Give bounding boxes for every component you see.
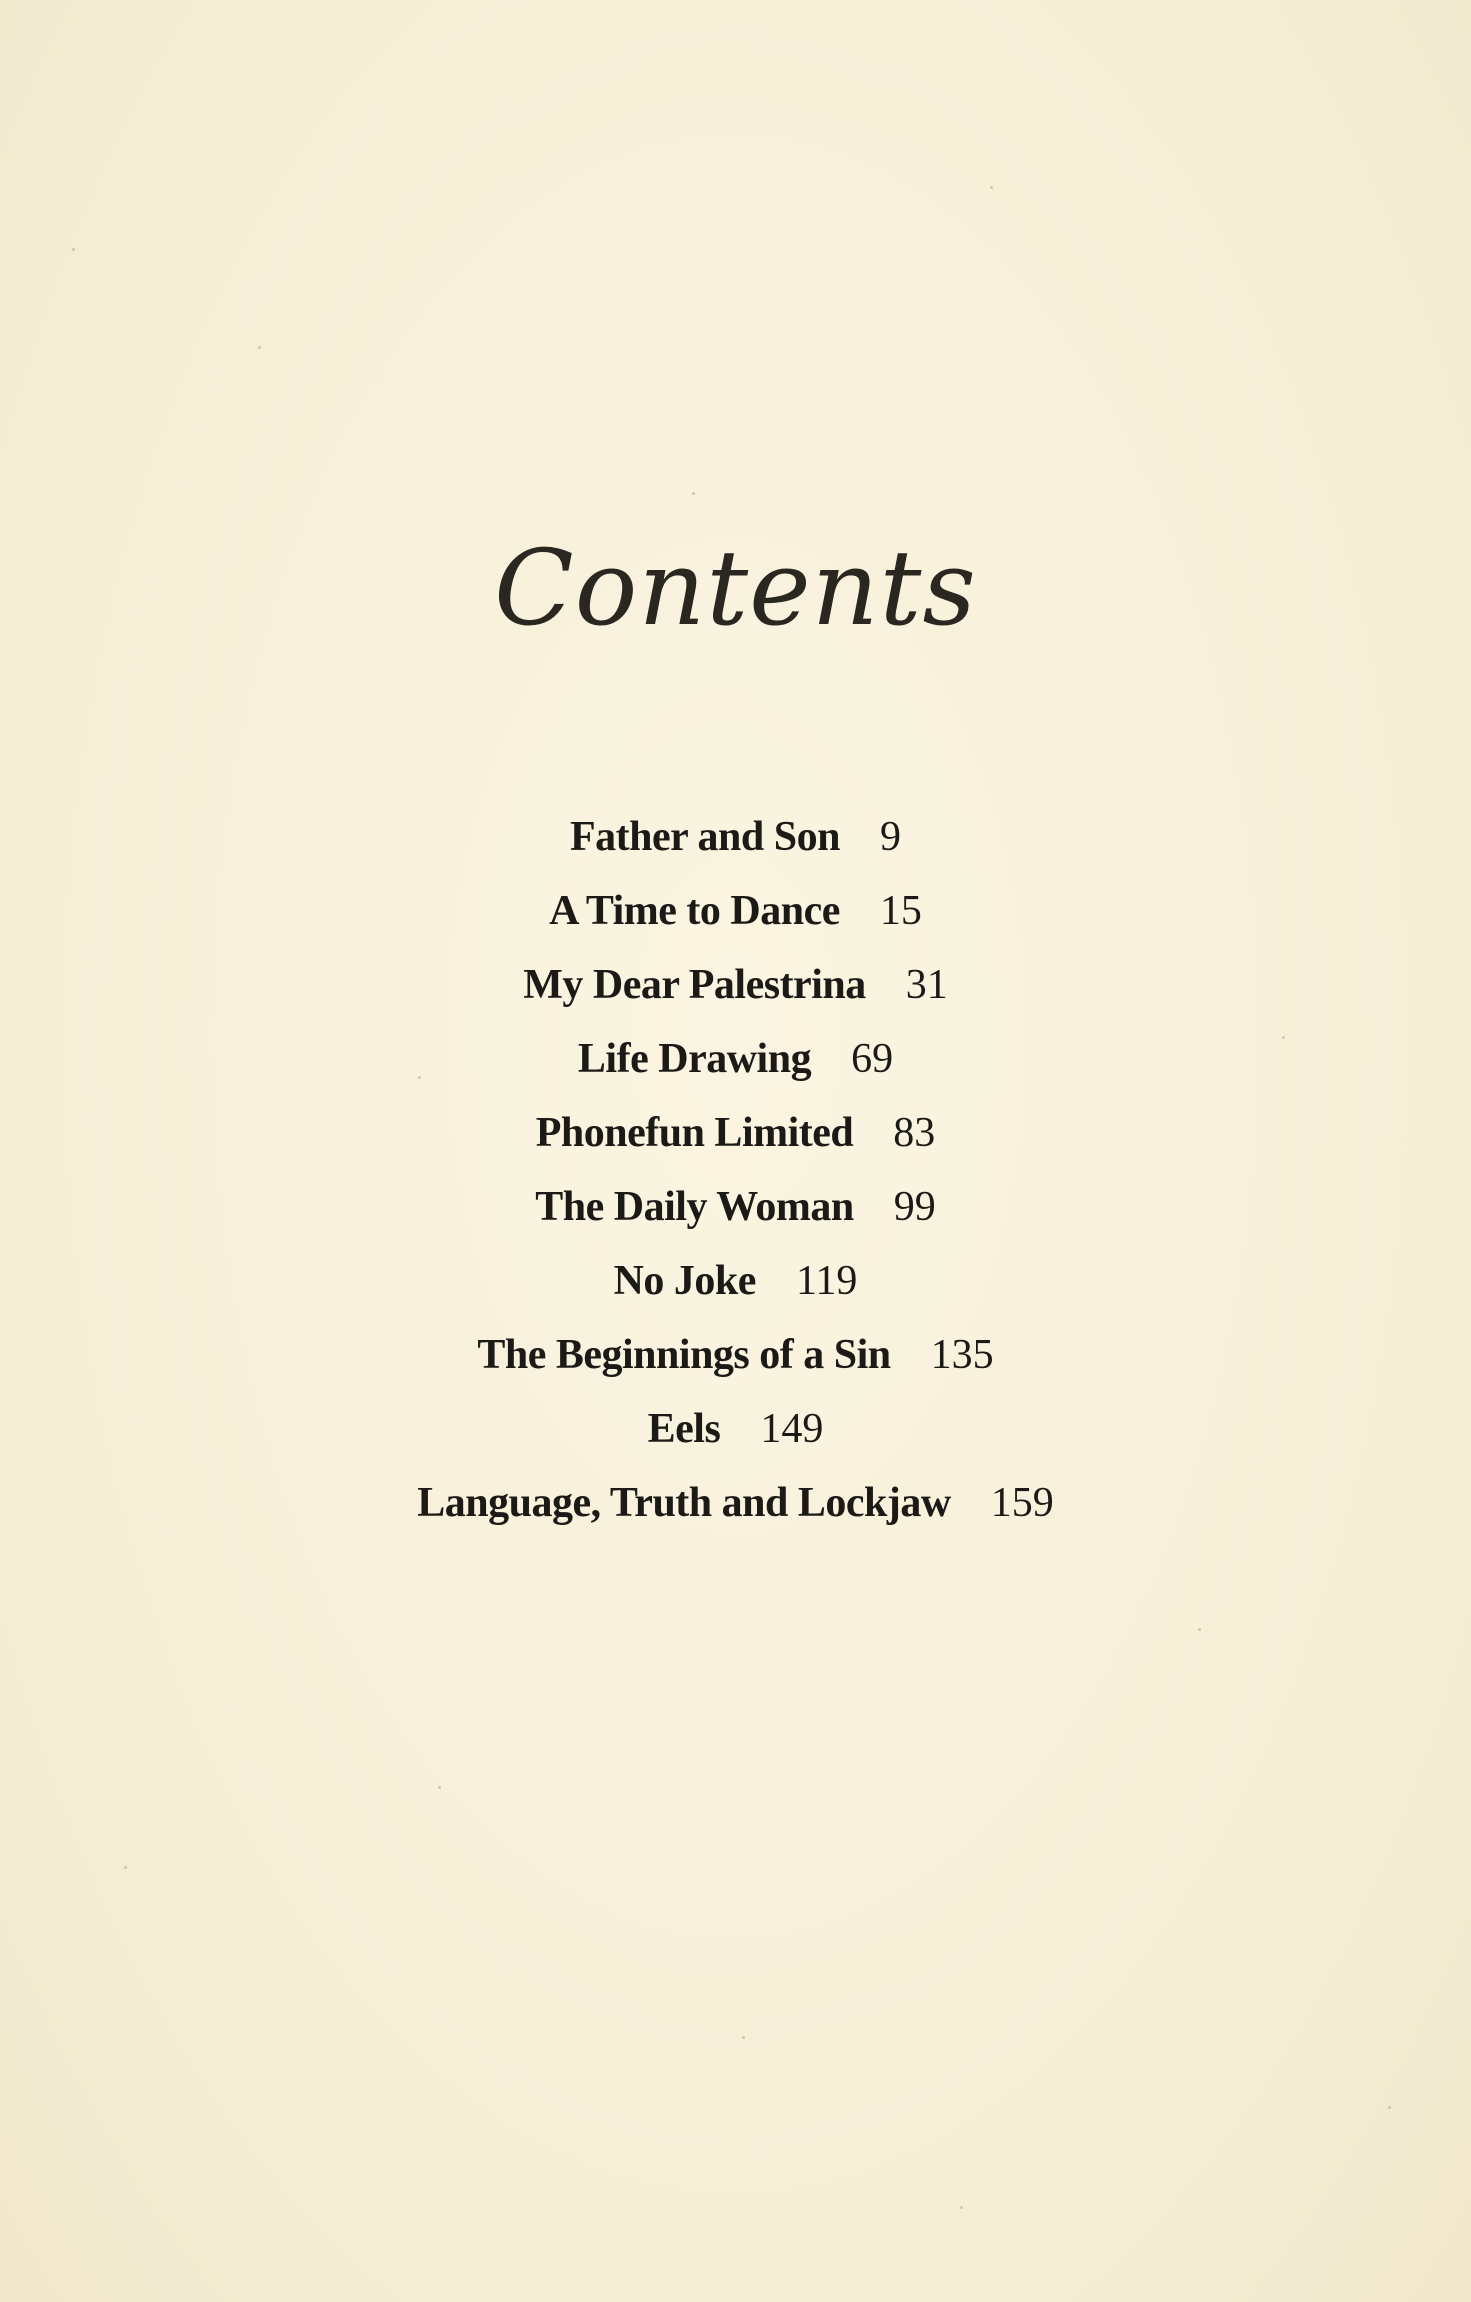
paper-speck bbox=[692, 492, 695, 495]
toc-entry-page: 149 bbox=[760, 1406, 824, 1452]
paper-speck bbox=[990, 186, 993, 189]
toc-entry bbox=[0, 1466, 1471, 1540]
toc-entry-page: 99 bbox=[893, 1184, 936, 1230]
toc-entry bbox=[0, 1318, 1471, 1392]
toc-entry bbox=[0, 1244, 1471, 1318]
paper-speck bbox=[124, 1866, 127, 1869]
toc-entry bbox=[0, 1022, 1471, 1096]
toc-entry-page: 135 bbox=[930, 1332, 994, 1378]
toc-entry-title: The Beginnings of a Sin bbox=[477, 1332, 891, 1378]
paper-speck bbox=[742, 2036, 745, 2039]
paper-speck bbox=[960, 2206, 963, 2209]
toc-entry-page: 83 bbox=[893, 1110, 936, 1156]
toc-entry-page: 9 bbox=[879, 814, 901, 860]
toc-entry bbox=[0, 874, 1471, 948]
toc-entry bbox=[0, 1096, 1471, 1170]
toc-entry-page: 119 bbox=[795, 1258, 858, 1304]
paper-speck bbox=[1388, 2106, 1391, 2109]
toc-entry-title: Life Drawing bbox=[577, 1036, 812, 1082]
toc-entry-title: My Dear Palestrina bbox=[523, 962, 866, 1008]
toc-entry bbox=[0, 800, 1471, 874]
paper-speck bbox=[438, 1786, 441, 1789]
toc-entry bbox=[0, 1392, 1471, 1466]
page-title: Contents bbox=[494, 527, 977, 649]
toc-entry-page: 69 bbox=[851, 1036, 894, 1082]
toc-entry-page: 15 bbox=[879, 888, 922, 934]
paper-speck bbox=[258, 346, 261, 349]
toc-entry-page: 31 bbox=[905, 962, 948, 1008]
toc-entry bbox=[0, 1170, 1471, 1244]
toc-entry bbox=[0, 948, 1471, 1022]
toc-entry-title: A Time to Dance bbox=[549, 888, 840, 934]
paper-speck bbox=[72, 248, 75, 251]
paper-speck bbox=[1198, 1628, 1201, 1631]
toc-entry-title: Father and Son bbox=[570, 814, 840, 860]
toc-entry-title: Language, Truth and Lockjaw bbox=[417, 1480, 951, 1526]
table-of-contents bbox=[0, 800, 1471, 1540]
toc-entry-title: Phonefun Limited bbox=[535, 1110, 854, 1156]
toc-entry-title: Eels bbox=[647, 1406, 721, 1452]
toc-entry-title: No Joke bbox=[613, 1258, 756, 1304]
toc-entry-page: 159 bbox=[990, 1480, 1054, 1526]
toc-entry-title: The Daily Woman bbox=[535, 1184, 854, 1230]
